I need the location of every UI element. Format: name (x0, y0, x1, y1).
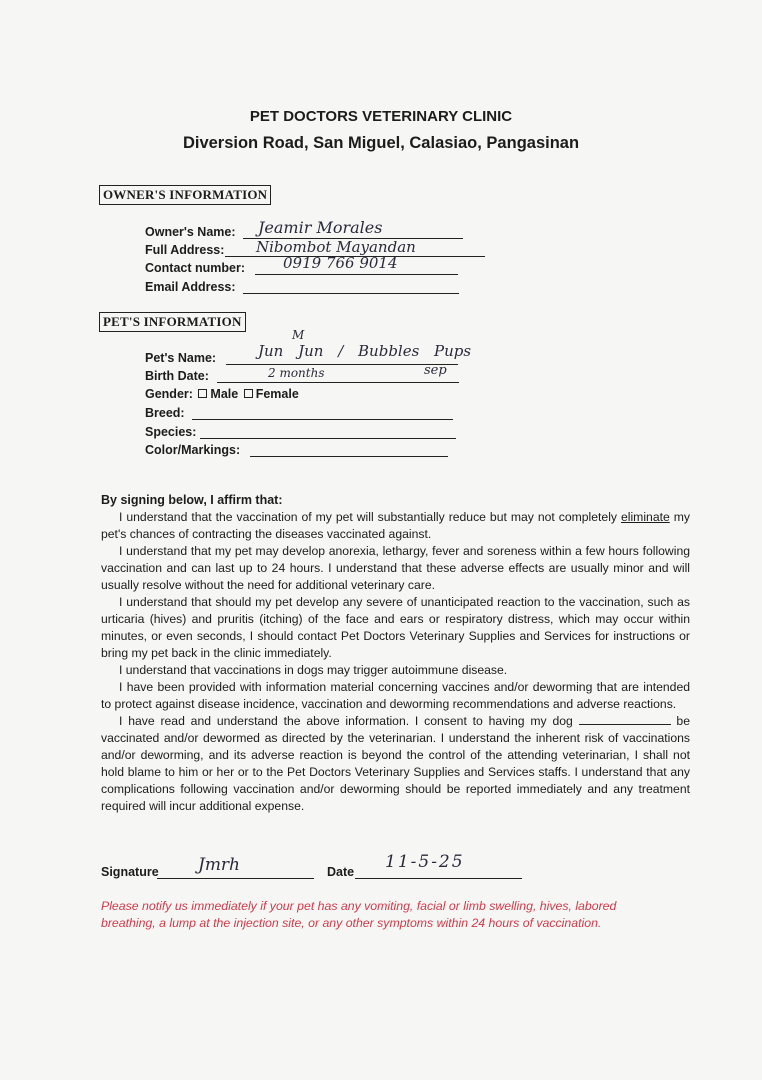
email-address-line[interactable] (243, 293, 459, 294)
p6-text-b: be vaccinated and/or dewormed as directed by the veterinarian. I understand the inherent risk of vaccinations and/or deworming, and its adverse reaction is beyond the control of the attending veterinarian, I shall not hold blame to him or her or to the Pet Doctors Veterinary Supplies and Services staffs. I understand that any complications following vaccination and/or deworming should be reported immediately and any treatment required will incur additional expense. (101, 714, 690, 813)
species-line[interactable] (200, 438, 456, 439)
affirmation-paragraph-4: I understand that vaccinations in dogs may trigger autoimmune disease. (119, 663, 508, 677)
contact-number-line[interactable] (255, 274, 458, 275)
birth-date-label: Birth Date: (145, 369, 209, 383)
affirmation-body (101, 509, 690, 815)
full-address-label: Full Address: (145, 243, 225, 257)
date-label: Date (327, 865, 355, 879)
pet-name-annotation: M (292, 328, 305, 342)
dog-name-blank[interactable] (579, 714, 671, 725)
owner-section-title: OWNER'S INFORMATION (99, 185, 271, 205)
breed-line[interactable] (192, 419, 453, 420)
contact-number-label: Contact number: (145, 261, 245, 275)
affirmation-paragraph-6 (101, 713, 690, 815)
contact-number-value: 0919 766 9014 (283, 254, 398, 272)
owner-name-label: Owner's Name: (145, 225, 236, 239)
email-address-label: Email Address: (145, 280, 236, 294)
post-vaccination-notice: Please notify us immediately if your pet has any vomiting, facial or limb swelling, hives, labored breathing, a lump at the injection site, or any other symptoms within 24 hours of vaccination. (101, 899, 617, 930)
clinic-address: Diversion Road, San Miguel, Calasiao, Pangasinan (182, 134, 580, 152)
pet-name-label: Pet's Name: (145, 351, 217, 365)
signature-value: Jmrh (198, 855, 241, 875)
birth-date-annotation: sep (424, 363, 447, 378)
affirmation-paragraph-1 (101, 509, 690, 543)
affirmation-paragraph-3: I understand that should my pet develop any severe of unanticipated reaction to the vaccination, such as urticaria (hives) and pruritis (itching) of the face and ears or respiratory distress, which may occur within minutes, or even seconds, I should contact Pet Doctors Veterinary Supplies and Services for instructions or bring my pet back in the clinic immediately. (101, 595, 690, 660)
p1-text-b: my pet's chances of contracting the diseases vaccinated against. (101, 510, 690, 541)
gender-female-label: Female (255, 387, 299, 401)
affirmation-title: By signing below, I affirm that: (101, 493, 283, 507)
male-checkbox[interactable] (198, 389, 207, 398)
owner-name-value: Jeamir Morales (258, 218, 383, 237)
breed-label: Breed: (145, 406, 185, 420)
gender-male-label: Male (210, 387, 239, 401)
signature-label: Signature (101, 865, 159, 879)
female-checkbox[interactable] (244, 389, 253, 398)
signature-line[interactable] (157, 878, 314, 879)
date-value: 11-5-25 (385, 852, 465, 872)
full-address-value: Nibombot Mayandan (256, 238, 416, 256)
gender-label: Gender: (145, 387, 193, 401)
color-markings-label: Color/Markings: (145, 443, 241, 457)
date-line[interactable] (355, 878, 522, 879)
gender-row (145, 387, 299, 401)
clinic-name: PET DOCTORS VETERINARY CLINIC (249, 108, 513, 125)
p6-text-a: I have read and understand the above information. I consent to having my dog (119, 714, 579, 728)
species-label: Species: (145, 425, 197, 439)
birth-date-line[interactable] (217, 382, 459, 383)
birth-date-value: 2 months (268, 366, 325, 380)
affirmation-paragraph-2: I understand that my pet may develop anorexia, lethargy, fever and soreness within a few hours following vaccination and can last up to 24 hours. I understand that these adverse effects are usually minor and will usually resolve without the need for additional veterinary care. (101, 544, 690, 592)
affirmation-paragraph-5: I have been provided with information material concerning vaccines and/or deworming that are intended to protect against disease incidence, vaccination and deworming recommendations and adverse reactions. (101, 680, 690, 711)
pet-section-title: PET'S INFORMATION (99, 312, 246, 332)
color-markings-line[interactable] (250, 456, 448, 457)
p1-underlined-word: eliminate (620, 510, 670, 524)
p1-text-a: I understand that the vaccination of my pet will substantially reduce but may not completely (119, 510, 621, 524)
pet-name-value: Jun Jun / Bubbles Pups (258, 342, 472, 360)
